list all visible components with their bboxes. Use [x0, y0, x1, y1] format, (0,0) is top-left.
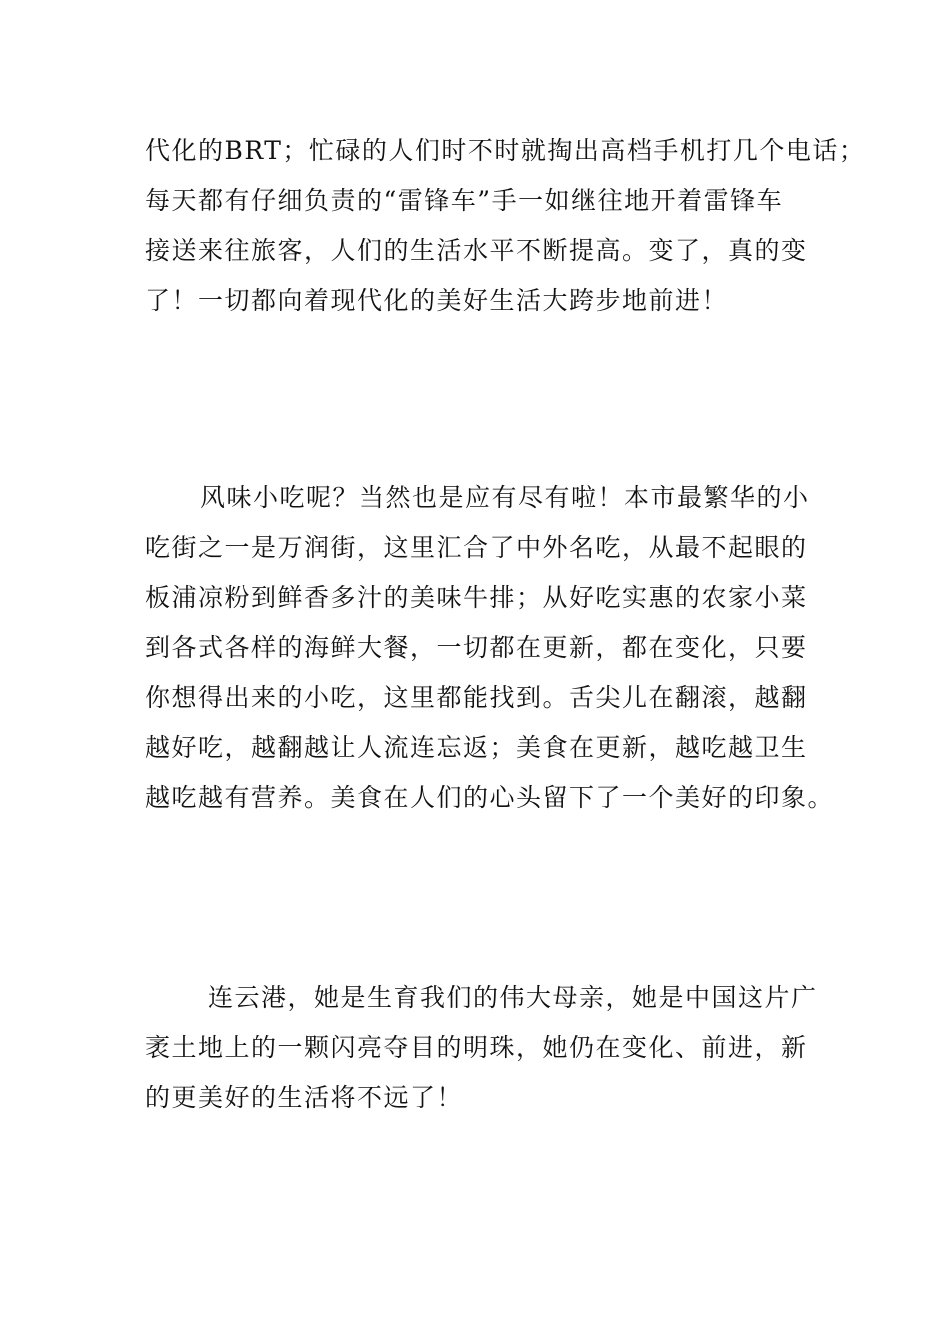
- text-line: 代化的BRT；忙碌的人们时不时就掏出高档手机打几个电话；: [145, 136, 866, 165]
- text-line: 的更美好的生活将不远了！: [145, 1083, 464, 1112]
- text-line: 你想得出来的小吃，这里都能找到。舌尖儿在翻滚，越翻: [145, 683, 808, 712]
- text-line: 越好吃，越翻越让人流连忘返；美食在更新，越吃越卫生: [145, 733, 808, 762]
- text-line: 到各式各样的海鲜大餐，一切都在更新，都在变化，只要: [145, 633, 808, 662]
- text-line: 接送来往旅客，人们的生活水平不断提高。变了，真的变: [145, 236, 808, 265]
- text-line: 板浦凉粉到鲜香多汁的美味牛排；从好吃实惠的农家小菜: [145, 583, 808, 612]
- text-line: 吃街之一是万润街，这里汇合了中外名吃，从最不起眼的: [145, 533, 808, 562]
- text-line: 风味小吃呢？当然也是应有尽有啦！本市最繁华的小: [200, 483, 810, 512]
- text-line: 越吃越有营养。美食在人们的心头留下了一个美好的印象。: [145, 783, 835, 812]
- text-line: 连云港，她是生育我们的伟大母亲，她是中国这片广: [208, 983, 818, 1012]
- text-line: 了！一切都向着现代化的美好生活大跨步地前进！: [145, 286, 729, 315]
- text-line: 每天都有仔细负责的“雷锋车”手一如继往地开着雷锋车: [145, 186, 784, 215]
- text-line: 袤土地上的一颗闪亮夺目的明珠，她仍在变化、前进，新: [145, 1033, 808, 1062]
